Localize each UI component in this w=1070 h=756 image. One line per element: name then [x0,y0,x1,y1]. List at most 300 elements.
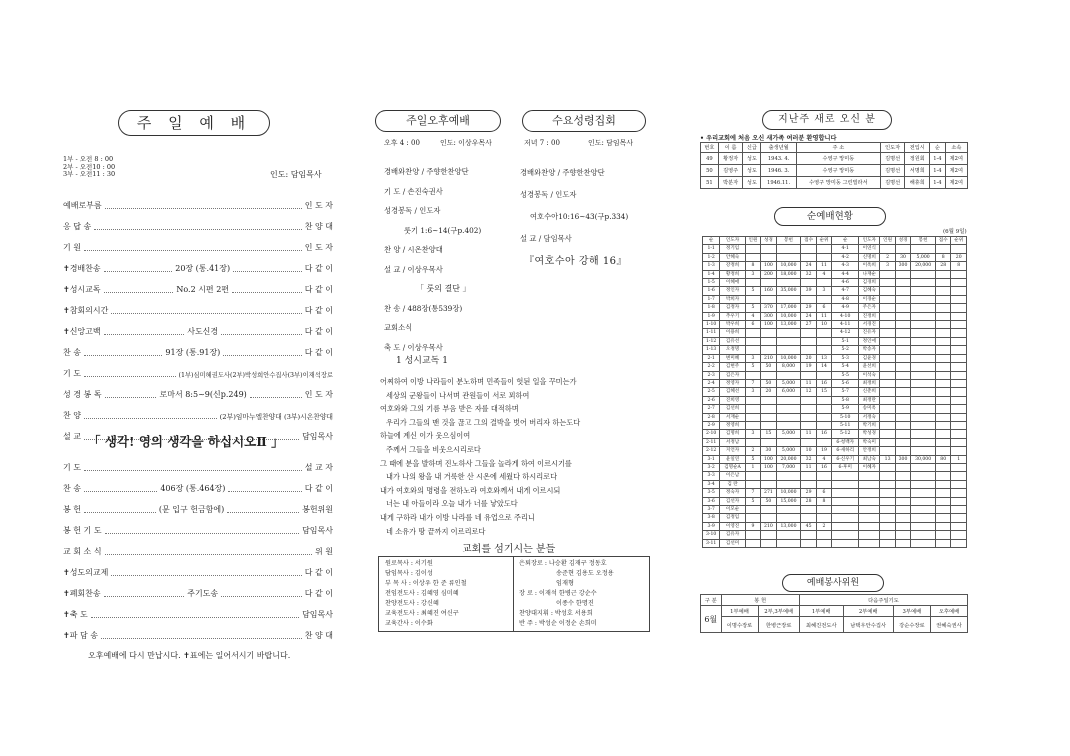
report-cell: 14 [816,363,831,371]
report-cell [911,396,936,404]
report-cell: 이은남 [720,472,745,480]
report-cell: 17,000 [776,304,801,312]
report-cell: 4 [745,312,760,320]
sermon-title: 「 생각! 영의 생각을 하십시오Ⅱ 」 [88,434,284,449]
report-cell [832,531,859,539]
report-cell: 김유자 [720,531,745,539]
report-cell [895,354,910,362]
report-cell [745,480,760,488]
staff-line: 찬양전도사 : 강신혜 [385,600,439,607]
table-row [703,354,967,362]
report-header-cell: 접수 [801,237,816,245]
report-cell [911,363,936,371]
nc-cell: 수영구 망미동 그린빌라서 [796,177,880,189]
nc-cell: 김명선 [880,153,905,165]
nc-cell: 김명선 [880,177,905,189]
report-cell [745,253,760,261]
report-cell: 1-8 [703,304,720,312]
report-cell [761,279,776,287]
report-cell [951,354,967,362]
sv-header-prayer: 다음주일기도 [799,595,967,606]
report-cell [880,287,895,295]
report-cell: 진희영 [720,396,745,404]
report-cell: 4 [816,455,831,463]
report-cell: 210 [761,522,776,530]
reading-line: 너는 내 아들이라 오늘 내가 너를 낳았도다 [386,499,518,509]
report-cell: 신춘희 [859,388,880,396]
responsive-reading [380,375,580,538]
report-cell: 100 [761,262,776,270]
report-cell: 4-1 [832,245,859,253]
report-cell: 김은자 [720,371,745,379]
report-cell [859,480,880,488]
report-cell: 20,000 [911,262,936,270]
report-cell [816,472,831,480]
table-row [703,480,967,488]
report-cell: 5-12 [832,430,859,438]
report-cell [895,489,910,497]
nc-cell: 성도 [743,153,761,165]
report-cell [911,245,936,253]
report-cell: 안혜숙 [720,253,745,261]
wednesday-line: 설 교 / 담임목사 [520,234,572,243]
table-row [703,430,967,438]
report-cell [935,463,950,471]
report-cell: 8 [745,262,760,270]
report-cell [816,421,831,429]
order-item: 찬 송 406장 (통.464장) 다 같 이 [63,484,333,493]
report-cell: 8,000 [776,363,801,371]
report-cell: 11 [801,463,816,471]
report-cell [951,363,967,371]
report-cell [832,539,859,547]
wednesday-service-title: 수요성령집회 [522,110,646,132]
report-cell: 4-11 [832,321,859,329]
report-cell: 김 란 [720,480,745,488]
report-cell: 이용희 [720,329,745,337]
report-cell [880,514,895,522]
report-cell [745,472,760,480]
report-cell: 5-10 [832,413,859,421]
report-cell [880,522,895,530]
report-cell: 3 [816,287,831,295]
report-cell: 24 [801,312,816,320]
nc-header: 번호 [701,143,719,153]
report-cell [745,245,760,253]
report-cell [951,329,967,337]
report-cell [935,396,950,404]
report-cell [776,472,801,480]
report-cell [776,421,801,429]
report-cell: 5-5 [832,371,859,379]
report-cell [801,295,816,303]
report-header-cell: 순 [832,237,859,245]
responsive-reading-title: 1 성시교독 1 [396,356,448,366]
report-cell [880,245,895,253]
report-cell [745,329,760,337]
report-cell [935,497,950,505]
report-cell [895,312,910,320]
report-cell: 송미옥 [859,405,880,413]
report-cell [935,363,950,371]
staff-line: 장 로 : 이재석 한병근 강순수 [519,590,597,597]
report-cell: 80 [935,455,950,463]
report-cell [776,346,801,354]
nc-cell: 1943. 4. [761,153,797,165]
report-cell: 3-11 [703,539,720,547]
report-cell [776,514,801,522]
newcomers-header-row [701,143,968,153]
nc-cell: 1-4 [930,177,946,189]
table-row [703,279,967,287]
report-cell [895,321,910,329]
report-cell: 100 [761,455,776,463]
report-cell [895,472,910,480]
report-cell [951,522,967,530]
report-cell: 김정자 [720,304,745,312]
table-row [703,489,967,497]
table-row [703,413,967,421]
order-item: 기 도 (1부)심미혜권도사(2부)박성희안수집사(3부)이재석장로 [63,369,333,379]
report-cell [880,295,895,303]
report-cell [880,270,895,278]
report-header-cell: 성경 [761,237,776,245]
report-cell [761,329,776,337]
order-item: ✝성도의교제 다 같 이 [63,568,333,577]
report-cell: 신명희 [859,253,880,261]
report-cell [776,295,801,303]
report-cell: 1-4 [703,270,720,278]
report-cell: 3-5 [703,489,720,497]
report-cell: 100 [761,463,776,471]
report-cell: 5-11 [832,421,859,429]
report-cell: 16 [816,463,831,471]
report-cell: 5 [745,304,760,312]
afternoon-line: 축 도 / 이상우목사 [384,342,443,352]
sv-name: 남택우안수집사 [843,617,893,633]
wednesday-sermon: 『여호수아 강해 16』 [524,256,628,267]
report-cell: 6,000 [776,388,801,396]
report-cell: 김명희 [720,430,745,438]
report-cell: 200 [761,270,776,278]
report-cell: 6-청백자 [832,438,859,446]
report-cell [816,329,831,337]
report-cell [911,489,936,497]
report-cell [951,245,967,253]
report-cell: 지언자 [720,447,745,455]
report-cell: 10 [801,447,816,455]
report-cell: 이모순 [720,506,745,514]
wednesday-time: 저녁 7 : 00 [524,139,560,147]
staff-divider [513,557,514,631]
reading-line: 내가 나의 왕을 내 거룩한 산 시온에 세웠다 하시리로다 [386,472,558,482]
nc-cell: 제2여 [945,153,967,165]
report-cell [816,531,831,539]
order-item: 성 경 봉 독 로마서 8:5~9(신p.249) 인 도 자 [63,390,334,399]
afternoon-line: 설 교 / 이상우목사 [384,264,443,274]
report-cell [745,279,760,287]
newcomers-table [700,142,968,189]
table-row [703,287,967,295]
report-cell: 주은자 [859,304,880,312]
report-cell [776,279,801,287]
service-leader: 인도: 담임목사 [270,170,322,179]
sv-name: 한병근장로 [758,617,799,633]
report-cell: 10,000 [776,489,801,497]
report-cell [776,329,801,337]
report-cell [895,405,910,413]
report-cell [880,489,895,497]
report-cell [935,531,950,539]
welcome-note: • 우리교회에 처음 오신 새가족 여러분 환영합니다 [700,135,837,142]
report-cell: 2-12 [703,447,720,455]
report-cell [935,337,950,345]
nc-header: 출생년월 [761,143,797,153]
report-cell: 50 [761,363,776,371]
report-cell [801,253,816,261]
table-row [703,506,967,514]
order-of-worship-2 [63,452,333,641]
report-cell [895,396,910,404]
report-cell: 3 [745,388,760,396]
nc-cell: 51 [701,177,719,189]
report-cell [895,379,910,387]
report-cell: 이혜자 [859,463,880,471]
report-cell [880,463,895,471]
report-cell: 2-3 [703,371,720,379]
report-cell [816,295,831,303]
report-cell [880,337,895,345]
report-cell [911,472,936,480]
wednesday-leader: 인도: 담임목사 [588,139,634,147]
report-cell [859,472,880,480]
report-cell: 20 [801,354,816,362]
report-cell [911,506,936,514]
report-cell: 271 [761,489,776,497]
report-cell: 19 [801,363,816,371]
report-cell: 45 [801,522,816,530]
table-row [703,253,967,261]
order-item: 교 회 소 식 위 원 [63,547,333,556]
staff-line: 은퇴장로 : 나승환 김재구 정동호 [519,560,607,567]
report-cell [776,480,801,488]
report-header-cell: 성경 [895,237,910,245]
report-cell: 39 [801,287,816,295]
order-item: 예배로부름 인 도 자 [63,201,333,210]
afternoon-line: 룻기 1:6~14(구p.402) [404,225,482,235]
report-cell: 2-10 [703,430,720,438]
report-cell [776,506,801,514]
report-cell: 1-11 [703,329,720,337]
report-cell [911,497,936,505]
afternoon-line: 교회소식 [384,323,413,332]
report-cell [880,430,895,438]
report-cell [832,522,859,530]
report-cell [745,438,760,446]
sv-sub-row [701,606,968,617]
report-cell: 5 [745,497,760,505]
report-cell [911,346,936,354]
report-cell: 2-11 [703,438,720,446]
report-cell [911,430,936,438]
nc-cell: 수영구 망미동 [796,165,880,177]
report-cell: 10,000 [776,312,801,320]
report-cell: 35,000 [776,287,801,295]
table-row [703,388,967,396]
report-cell: 정인애 [859,337,880,345]
staff-line: 담임목사 : 김이성 [385,570,433,577]
nc-cell: 제2여 [945,177,967,189]
sv-header-category: 구 분 [701,595,722,606]
report-cell [880,531,895,539]
report-cell: 2-4 [703,379,720,387]
afternoon-time: 오후 4 : 00 [384,139,420,147]
report-cell: 1-6 [703,287,720,295]
report-cell: 32 [801,455,816,463]
report-cell [935,321,950,329]
report-cell [935,472,950,480]
report-cell: 최정란 [859,396,880,404]
nc-cell: 1-4 [930,153,946,165]
report-cell [880,379,895,387]
report-cell [951,371,967,379]
report-cell [880,312,895,320]
report-cell: 1-7 [703,295,720,303]
report-cell [895,371,910,379]
afternoon-line: 경배와찬양 / 주향한찬양단 [384,167,469,176]
report-cell: 4-4 [832,270,859,278]
table-row [703,447,967,455]
afternoon-line: 「 룻의 결단 」 [416,284,471,293]
report-cell: 오정명 [720,346,745,354]
service-times [63,156,115,179]
report-cell: 3-2 [703,463,720,471]
sv-sub: 2부예배 [843,606,893,617]
report-cell [895,463,910,471]
table-row [703,321,967,329]
report-cell: 27 [801,321,816,329]
report-cell [895,329,910,337]
table-row [703,371,967,379]
report-cell: 1-13 [703,346,720,354]
report-cell: 2-6 [703,396,720,404]
nc-cell: 김명선 [880,165,905,177]
report-header-cell: 인도자 [859,237,880,245]
table-row [703,472,967,480]
nc-cell: 황정자 [718,153,743,165]
report-cell [895,421,910,429]
report-cell: 이영진 [720,522,745,530]
report-cell [832,514,859,522]
report-cell: 6 [745,321,760,329]
report-cell: 11 [801,379,816,387]
report-cell [816,506,831,514]
report-cell: 20 [951,253,967,261]
report-cell [911,413,936,421]
report-cell [832,472,859,480]
nc-cell: 수영구 망미동 [796,153,880,165]
report-cell: 최정희 [859,379,880,387]
report-cell [935,379,950,387]
time-1: 1부 - 오전 8 : 00 [63,155,114,163]
report-cell [880,304,895,312]
report-header-cell: 순위 [816,237,831,245]
staff-line: 찬양대지휘 : 박성호 서용희 [519,610,593,617]
report-cell: 6-신우기 [832,455,859,463]
report-cell [895,304,910,312]
cell-group-report-table [702,236,967,548]
report-cell: 3 [745,270,760,278]
table-row [701,153,968,165]
report-cell [801,506,816,514]
report-cell: 4-7 [832,287,859,295]
sv-name: 권혜숙권사 [930,617,967,633]
nc-header: 이 름 [718,143,743,153]
report-cell [761,531,776,539]
report-cell: 정숙자 [720,489,745,497]
report-cell: 300 [761,312,776,320]
report-cell [935,245,950,253]
report-cell [880,539,895,547]
report-cell: 1-12 [703,337,720,345]
report-cell [801,421,816,429]
afternoon-line: 찬 송 / 488장(통539장) [384,303,463,313]
report-cell [911,405,936,413]
report-cell [911,539,936,547]
sv-name-row [701,617,968,633]
report-cell [935,371,950,379]
report-cell: 50 [761,379,776,387]
report-cell [951,279,967,287]
table-row [703,262,967,270]
report-cell [895,388,910,396]
report-cell: 최남숙 [859,455,880,463]
report-cell [880,329,895,337]
report-cell [895,539,910,547]
report-cell [895,438,910,446]
report-cell: 5-7 [832,388,859,396]
report-cell [880,354,895,362]
report-cell [935,329,950,337]
order-item: 응 답 송 찬 양 대 [63,222,333,231]
report-cell [935,312,950,320]
report-date: (6월 9일) [943,229,967,235]
report-cell [911,312,936,320]
report-cell [776,396,801,404]
report-cell [801,396,816,404]
report-cell [935,405,950,413]
staff-line: 반 주 : 박성순 이정순 손희미 [519,620,597,627]
report-cell [935,447,950,455]
staff-line: 부 목 사 : 이상우 한 준 류인철 [385,580,467,587]
report-cell [761,421,776,429]
report-cell: 5,000 [776,447,801,455]
report-cell [951,405,967,413]
nc-header: 인도자 [880,143,905,153]
report-cell: 300 [895,455,910,463]
report-cell [776,245,801,253]
report-header-cell: 인원 [880,237,895,245]
order-item: ✝경배찬송 20장 (통.41장) 다 같 이 [63,264,333,273]
report-cell: 160 [761,287,776,295]
report-cell: 16 [816,379,831,387]
report-cell [761,413,776,421]
report-cell: 진정희 [859,312,880,320]
report-cell [761,539,776,547]
report-cell [745,396,760,404]
staff-line: 원로목사 : 서기원 [385,560,433,567]
report-cell: 2-8 [703,413,720,421]
